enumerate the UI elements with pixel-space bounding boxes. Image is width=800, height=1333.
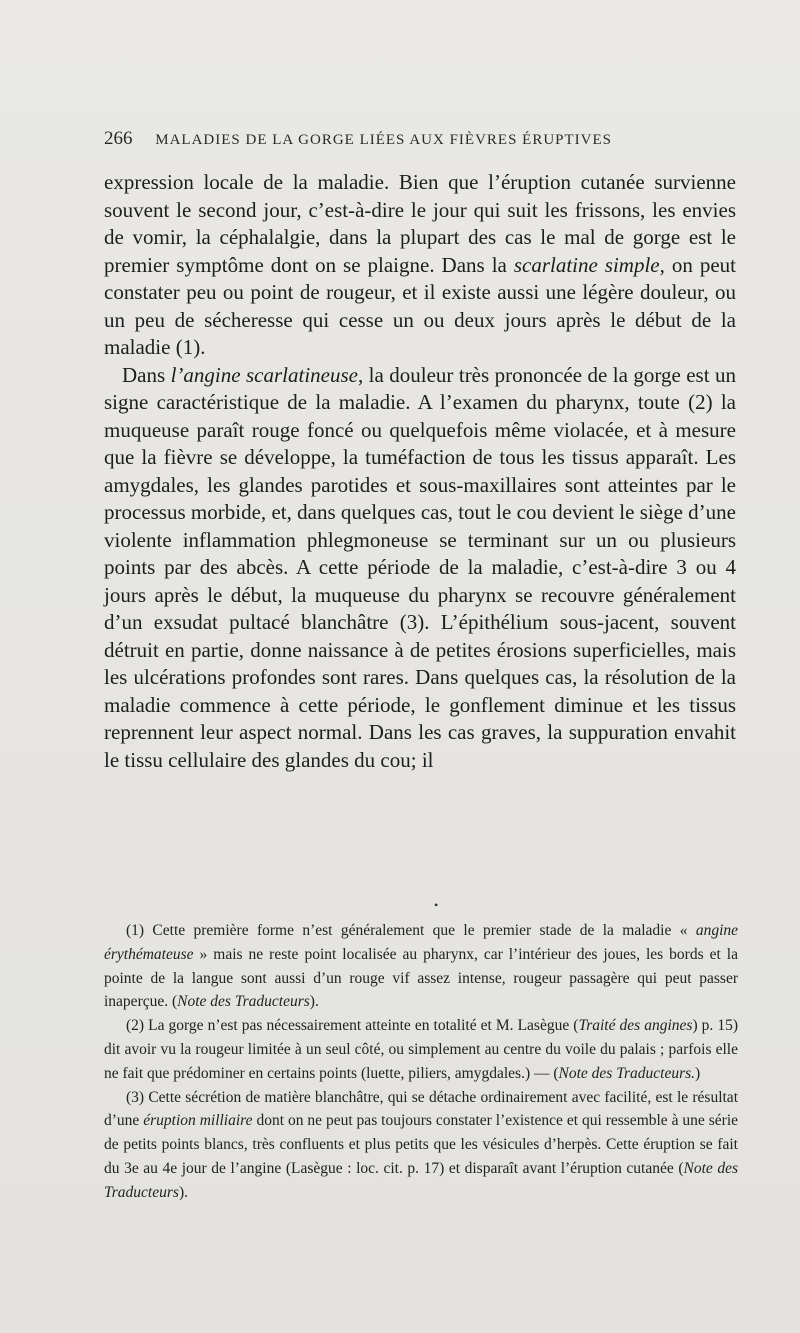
footnote-1 — [104, 919, 738, 1014]
paragraph-2-text-a: Dans — [122, 362, 171, 387]
paragraph-2 — [104, 362, 736, 775]
footnote-3-emphasis-1: éruption milliaire — [143, 1112, 253, 1130]
paragraph-1 — [104, 169, 736, 362]
main-text — [104, 169, 736, 774]
paragraph-1-emphasis: scarlatine simple — [513, 252, 660, 277]
page-number: 266 — [104, 128, 133, 149]
footnote-3 — [104, 1086, 738, 1205]
stray-mark: • — [434, 898, 439, 912]
footnote-3-text-b: dont on ne peut pas toujours constater l’existence et qui ressemble à une série de petits points blancs, très confluents et plus petits que les vésicules d’herpès. Cette éruption se fait du 3e au 4e jour de l’angine (Lasègue : loc. cit. p. 17) et disparaît avant l’éruption cutanée ( — [104, 1112, 739, 1177]
footnote-3-text-a: (3) Cette sécrétion de matière blanchâtre, qui se détache ordinairement avec facilité, est le résultat d’une — [104, 1088, 738, 1130]
footnote-1-emphasis-1: angine érythémateuse — [104, 922, 738, 963]
paragraph-1-text-a: expression locale de la maladie. Bien que l’éruption cutanée survienne souvent le second jour, c’est-à-dire le jour qui suit les frissons, les envies de vomir, la céphalalgie, dans la plupart des cas le mal de gorge est le premier symptôme dont on se plaigne. Dans la — [104, 170, 736, 277]
footnotes — [104, 919, 738, 1205]
footnote-3-text-c: ). — [178, 1183, 188, 1201]
footnote-2-emphasis-1: Traité des angines — [578, 1017, 693, 1035]
running-header — [104, 128, 744, 150]
footnote-2-text-c: ) — [695, 1064, 701, 1082]
footnote-1-text-b: » mais ne reste point localisée au pharynx, car l’intérieur des joues, les bords et la pointe de la langue sont aussi d’un rouge vif assez intense, rougeur passagère qui peut passer inaperçue. ( — [104, 945, 738, 1011]
footnote-2-emphasis-2: Note des Traducteurs. — [558, 1064, 696, 1082]
footnote-1-text-c: ). — [309, 993, 319, 1011]
footnote-2 — [104, 1014, 738, 1085]
footnote-3-emphasis-2: Note des Traducteurs — [104, 1159, 738, 1201]
footnote-1-emphasis-2: Note des Traducteurs — [177, 993, 310, 1011]
paragraph-2-emphasis: l’angine scarlatineuse — [170, 362, 358, 387]
paragraph-1-text-b: , on peut constater peu ou point de rougeur, et il existe aussi une légère douleur, ou un peu de sécheresse qui cesse un ou deux jours après le début de la maladie (1). — [104, 252, 736, 359]
footnote-2-text-b: ) p. 15) dit avoir vu la rougeur limitée à un seul côté, ou simplement au centre du voile du palais ; parfois elle ne fait que prédominer en certains points (luette, piliers, amygdales.) — ( — [104, 1017, 739, 1082]
running-title: MALADIES DE LA GORGE LIÉES AUX FIÈVRES ÉRUPTIVES — [155, 132, 612, 148]
footnote-1-text-a: (1) Cette première forme n’est généralement que le premier stade de la maladie « — [126, 922, 696, 939]
paragraph-2-text-b: , la douleur très prononcée de la gorge est un signe caractéristique de la maladie. A l’examen du pharynx, toute (2) la muqueuse paraît rouge foncé ou quelquefois même violacée, et à mesure que la fièvre se développe, la tuméfaction de tous les tissus apparaît. Les amygdales, les glandes parotides et sous-maxillaires sont atteintes par le processus morbide, et, dans quelques cas, tout le cou devient le siège d’une violente inflammation phlegmoneuse se terminant sur un ou plusieurs points par des abcès. A cette période de la maladie, c’est-à-dire 3 ou 4 jours après le début, la muqueuse du pharynx se recouvre généralement d’un exsudat pultacé blanchâtre (3). L’épithélium sous-jacent, souvent détruit en partie, donne naissance à de petites érosions superficielles, mais les ulcérations profondes sont rares. Dans quelques cas, la résolution de la maladie commence à cette période, le gonflement diminue et les tissus reprennent leur aspect normal. Dans les cas graves, la suppuration envahit le tissu cellulaire des glandes du cou; il — [104, 362, 736, 772]
footnote-2-text-a: (2) La gorge n’est pas nécessairement atteinte en totalité et M. Lasègue ( — [126, 1017, 579, 1035]
